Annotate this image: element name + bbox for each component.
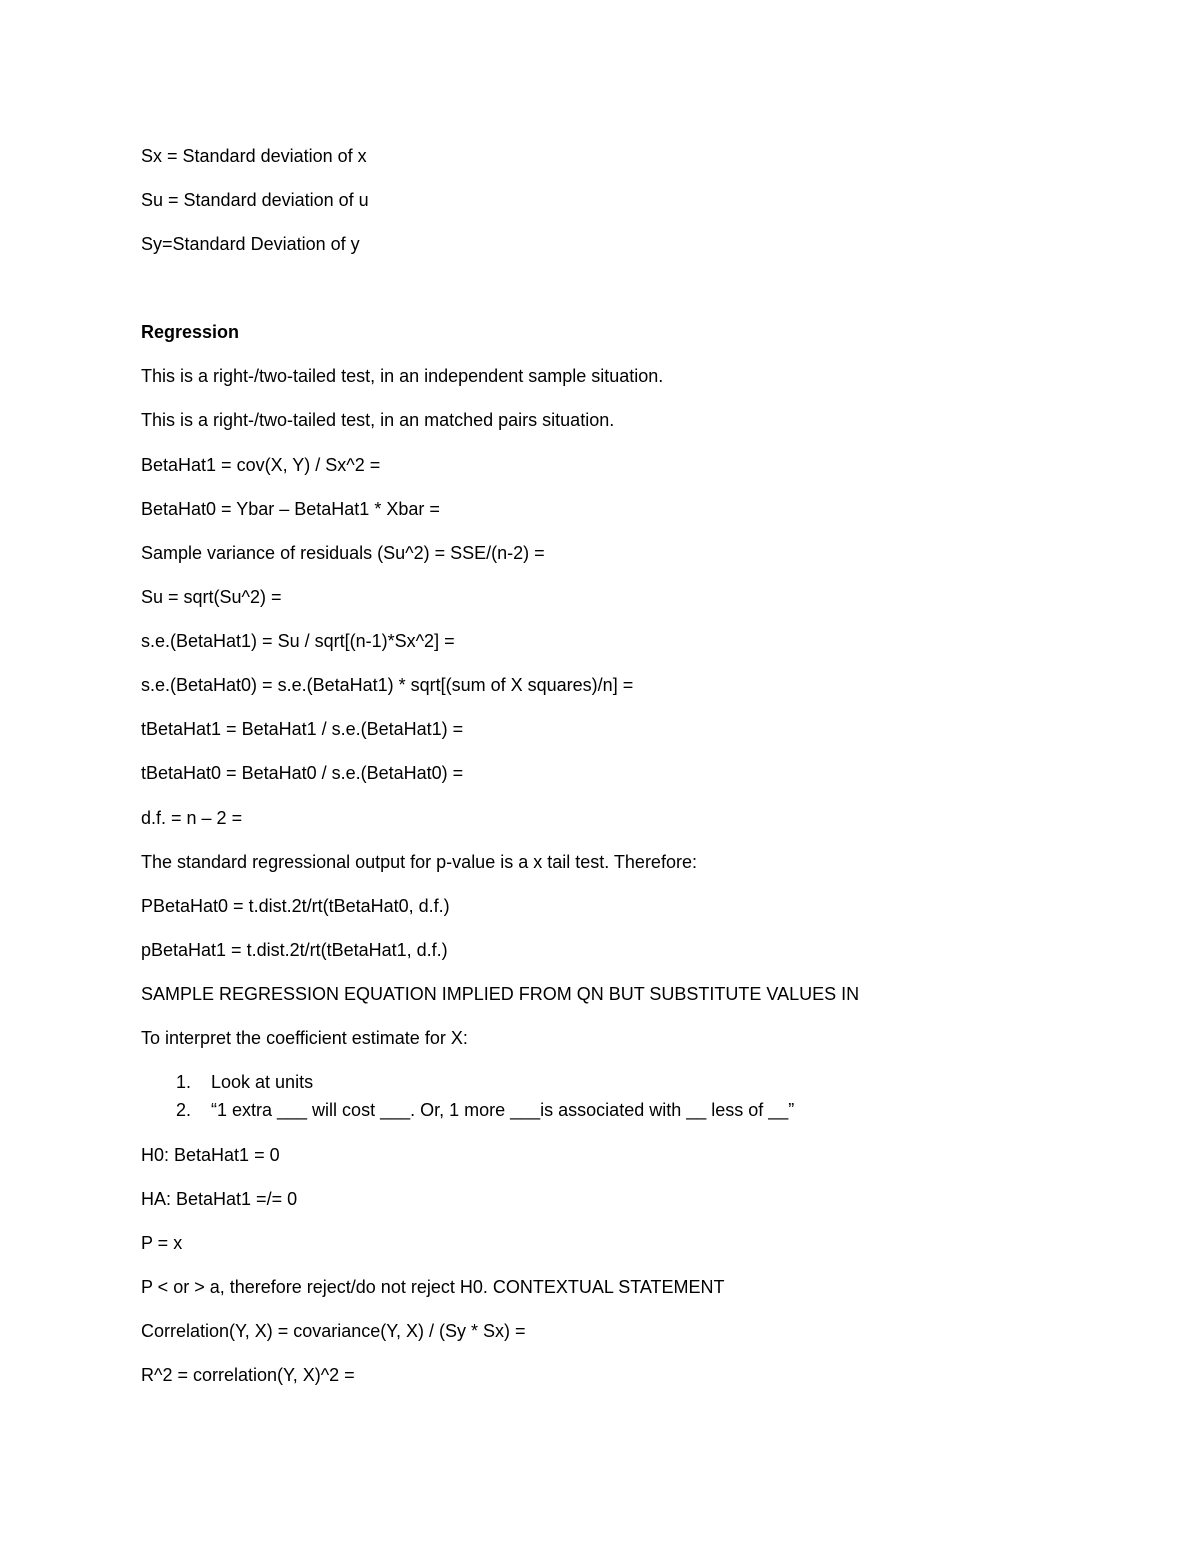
formula-r-squared: R^2 = correlation(Y, X)^2 = — [141, 1365, 355, 1385]
p-value-line: P = x — [141, 1233, 183, 1253]
list-item-number: 1. — [176, 1072, 192, 1092]
formula-se-betahat0: s.e.(BetaHat0) = s.e.(BetaHat1) * sqrt[(sum of X squares)/n] = — [141, 675, 634, 695]
hypothesis-null: H0: BetaHat1 = 0 — [141, 1145, 280, 1165]
formula-sample-variance: Sample variance of residuals (Su^2) = SSE/(n-2) = — [141, 543, 545, 563]
definition-sy: Sy=Standard Deviation of y — [141, 234, 360, 254]
formula-p-betahat1: pBetaHat1 = t.dist.2t/rt(tBetaHat1, d.f.) — [141, 940, 448, 960]
formula-betahat1: BetaHat1 = cov(X, Y) / Sx^2 = — [141, 455, 381, 475]
formula-p-betahat0: PBetaHat0 = t.dist.2t/rt(tBetaHat0, d.f.) — [141, 896, 450, 916]
list-item-number: 2. — [176, 1100, 192, 1120]
hypothesis-alternative: HA: BetaHat1 =/= 0 — [141, 1189, 298, 1209]
test-type-matched: This is a right-/two-tailed test, in an matched pairs situation. — [141, 410, 615, 430]
formula-t-betahat1: tBetaHat1 = BetaHat1 / s.e.(BetaHat1) = — [141, 719, 464, 739]
definition-sx: Sx = Standard deviation of x — [141, 146, 367, 166]
test-type-independent: This is a right-/two-tailed test, in an independent sample situation. — [141, 366, 664, 386]
list-item: Look at units — [211, 1072, 314, 1092]
formula-se-betahat1: s.e.(BetaHat1) = Su / sqrt[(n-1)*Sx^2] = — [141, 631, 455, 651]
formula-correlation: Correlation(Y, X) = covariance(Y, X) / (Sy * Sx) = — [141, 1321, 526, 1341]
section-heading-regression: Regression — [141, 322, 240, 342]
formula-t-betahat0: tBetaHat0 = BetaHat0 / s.e.(BetaHat0) = — [141, 763, 464, 783]
decision-statement: P < or > a, therefore reject/do not reject H0. CONTEXTUAL STATEMENT — [141, 1277, 725, 1297]
sample-regression-equation: SAMPLE REGRESSION EQUATION IMPLIED FROM QN BUT SUBSTITUTE VALUES IN — [141, 984, 860, 1004]
pvalue-statement: The standard regressional output for p-value is a x tail test. Therefore: — [141, 852, 697, 872]
definition-su: Su = Standard deviation of u — [141, 190, 369, 210]
formula-betahat0: BetaHat0 = Ybar – BetaHat1 * Xbar = — [141, 499, 440, 519]
interpret-intro: To interpret the coefficient estimate for X: — [141, 1028, 468, 1048]
formula-df: d.f. = n – 2 = — [141, 808, 243, 828]
formula-su: Su = sqrt(Su^2) = — [141, 587, 282, 607]
list-item: “1 extra ___ will cost ___. Or, 1 more ___is associated with __ less of __” — [211, 1100, 795, 1120]
